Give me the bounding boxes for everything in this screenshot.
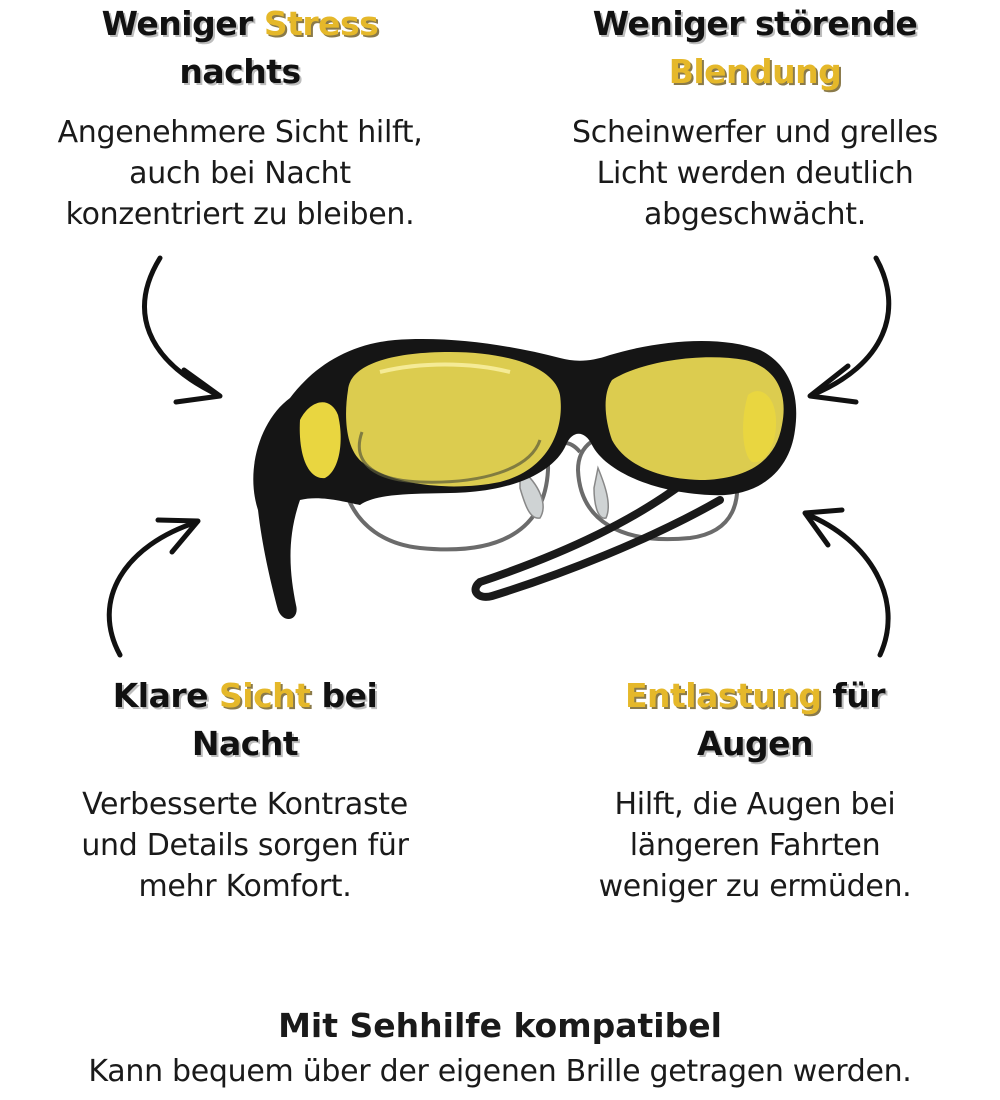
footer-title: Mit Sehhilfe kompatibel (278, 1006, 722, 1045)
description-line: längeren Fahrten (629, 828, 881, 863)
heading-highlight: Sicht (219, 676, 311, 715)
feature-heading (545, 672, 965, 768)
description-line: Angenehmere Sicht hilft, (57, 115, 423, 150)
feature-heading (535, 0, 975, 96)
description-line: mehr Komfort. (138, 869, 352, 904)
feature-description (25, 784, 465, 907)
description-line: und Details sorgen für (81, 828, 409, 863)
feature-heading (25, 672, 465, 768)
heading-text: bei (310, 676, 378, 715)
description-line: Verbesserte Kontraste (82, 787, 408, 822)
heading-text: Weniger (101, 4, 264, 43)
feature-description (20, 112, 460, 235)
heading-text: Augen (696, 724, 814, 763)
heading-text: nachts (179, 52, 301, 91)
feature-description (535, 112, 975, 235)
heading-text: Klare (112, 676, 220, 715)
heading-text: für (821, 676, 886, 715)
arrow-curved-icon (805, 510, 888, 655)
heading-highlight: Stress (263, 4, 379, 43)
heading-highlight: Blendung (668, 52, 842, 91)
description-line: Scheinwerfer und grelles (572, 115, 938, 150)
heading-text: Weniger störende (592, 4, 918, 43)
feature-clear-vision (25, 672, 465, 907)
feature-less-stress (20, 0, 460, 235)
description-line: weniger zu ermüden. (598, 869, 912, 904)
description-line: auch bei Nacht (129, 156, 351, 191)
feature-description (545, 784, 965, 907)
feature-less-glare (535, 0, 975, 235)
arrow-curved-icon (810, 258, 889, 402)
heading-text: Nacht (191, 724, 299, 763)
description-line: konzentriert zu bleiben. (65, 197, 415, 232)
heading-highlight: Entlastung (624, 676, 822, 715)
description-line: abgeschwächt. (644, 197, 866, 232)
description-line: Hilft, die Augen bei (614, 787, 896, 822)
arrow-curved-icon (145, 258, 220, 402)
footer-subtitle: Kann bequem über der eigenen Brille getragen werden. (88, 1054, 912, 1089)
feature-eye-relief (545, 672, 965, 907)
feature-heading (20, 0, 460, 96)
compatibility-note (0, 1002, 1000, 1094)
description-line: Licht werden deutlich (596, 156, 914, 191)
overglasses-product-image (253, 339, 796, 619)
arrow-curved-icon (109, 520, 198, 655)
